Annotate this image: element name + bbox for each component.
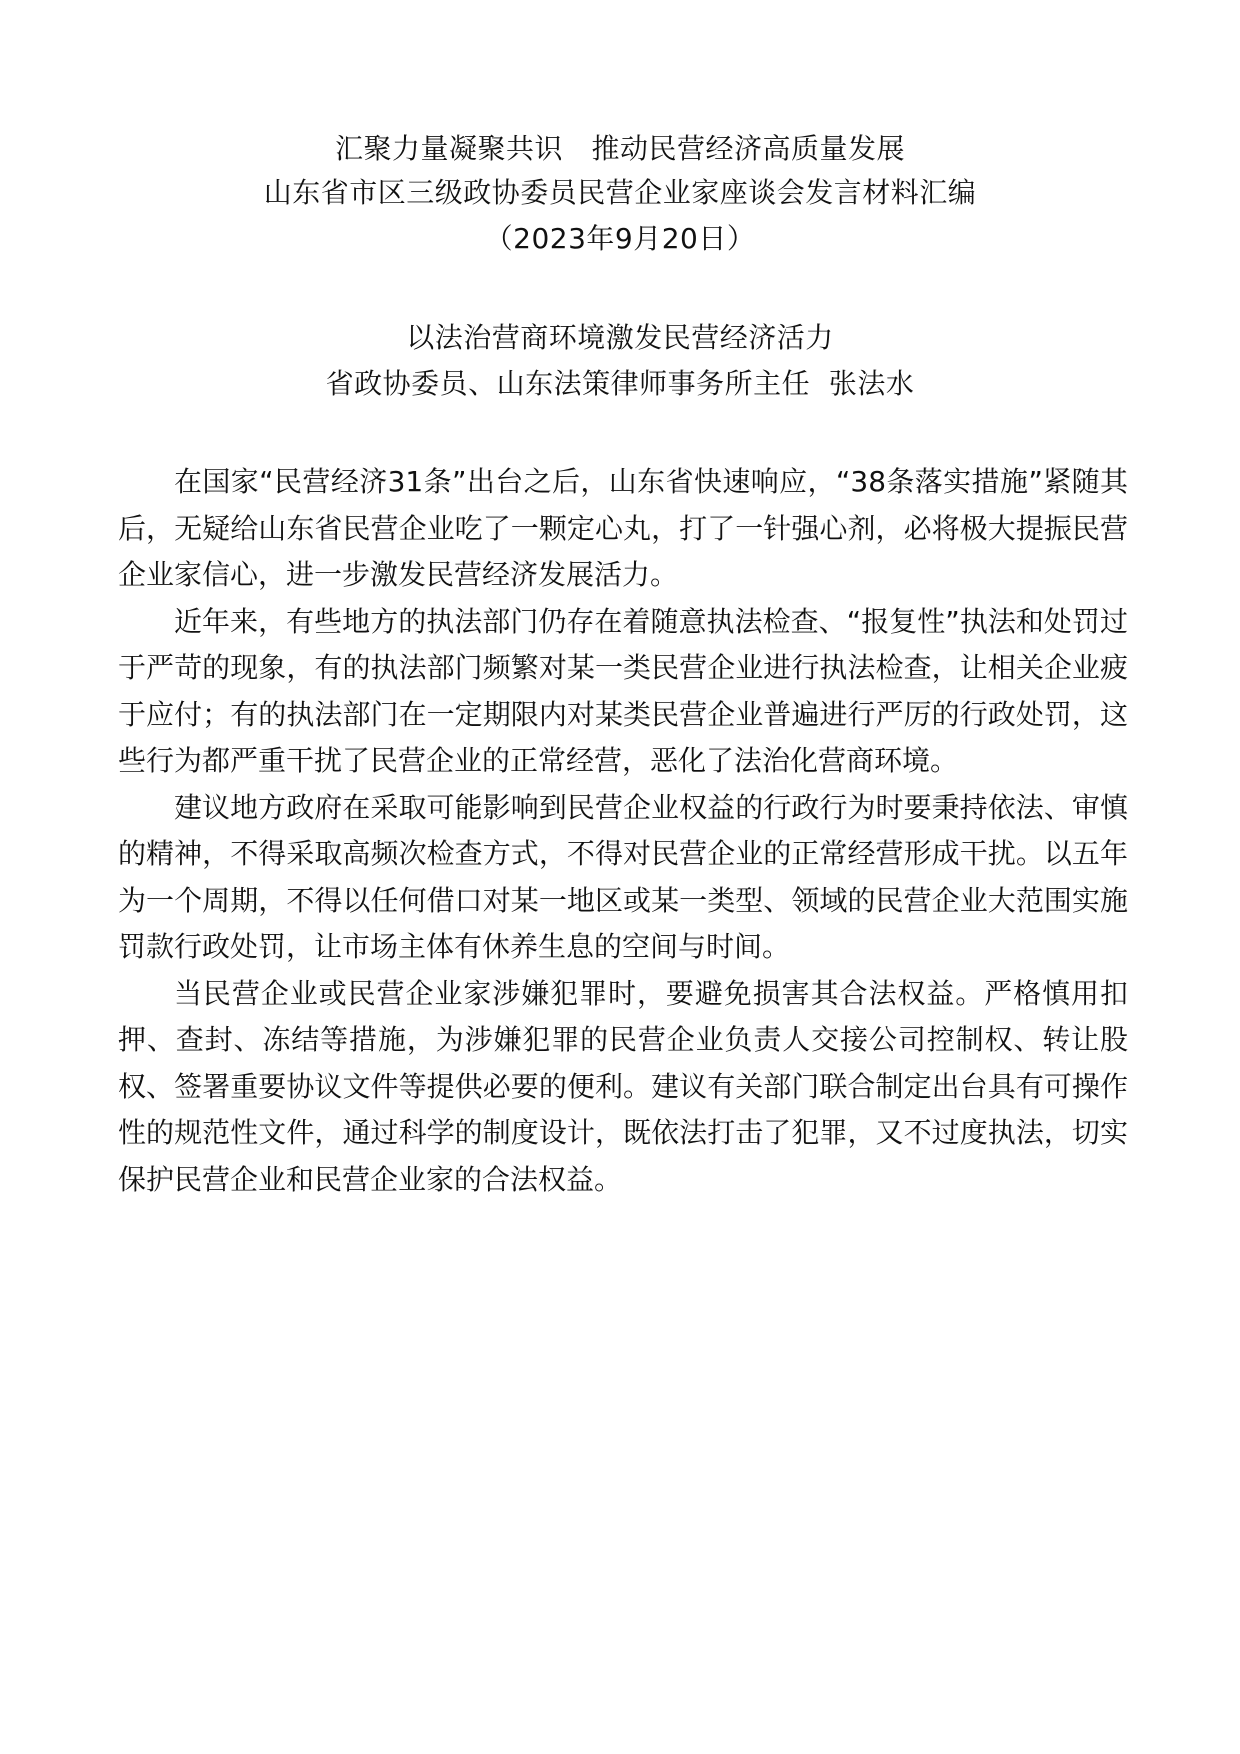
article-body [118, 459, 1128, 1203]
document-title: 汇聚力量凝聚共识 推动民营经济高质量发展 [334, 132, 905, 165]
paragraph-2: 近年来，有些地方的执法部门仍存在着随意执法检查、“报复性”执法和处罚过于严苛的现象，有的执法部门频繁对某一类民营企业进行执法检查，让相关企业疲于应付；有的执法部门在一定期限内对某类民营企业普遍进行严厉的行政处罚，这些行为都严重干扰了民营企业的正常经营，恶化了法治化营商环境。 [118, 604, 1128, 777]
article-header [0, 316, 1240, 408]
document-date: （2023年9月20日） [484, 222, 756, 255]
paragraph-4: 当民营企业或民营企业家涉嫌犯罪时，要避免损害其合法权益。严格慎用扣押、查封、冻结等措施，为涉嫌犯罪的民营企业负责人交接公司控制权、转让股权、签署重要协议文件等提供必要的便利。建议有关部门联合制定出台具有可操作性的规范性文件，通过科学的制度设计，既依法打击了犯罪，又不过度执法，切实保护民营企业和民营企业家的合法权益。 [118, 976, 1128, 1196]
article-author: 省政协委员、山东法策律师事务所主任 张法水 [325, 367, 915, 400]
paragraph-3: 建议地方政府在采取可能影响到民营企业权益的行政行为时要秉持依法、审慎的精神，不得采取高频次检查方式，不得对民营企业的正常经营形成干扰。以五年为一个周期，不得以任何借口对某一地区或某一类型、领域的民营企业大范围实施罚款行政处罚，让市场主体有休养生息的空间与时间。 [118, 790, 1128, 963]
article-title: 以法治营商环境激发民营经济活力 [406, 321, 834, 354]
document-subtitle: 山东省市区三级政协委员民营企业家座谈会发言材料汇编 [263, 176, 977, 209]
paragraph-1: 在国家“民营经济31条”出台之后，山东省快速响应，“38条落实措施”紧随其后，无疑给山东省民营企业吃了一颗定心丸，打了一针强心剂，必将极大提振民营企业家信心，进一步激发民营经济发展活力。 [118, 465, 1128, 591]
document-header [0, 128, 1240, 262]
